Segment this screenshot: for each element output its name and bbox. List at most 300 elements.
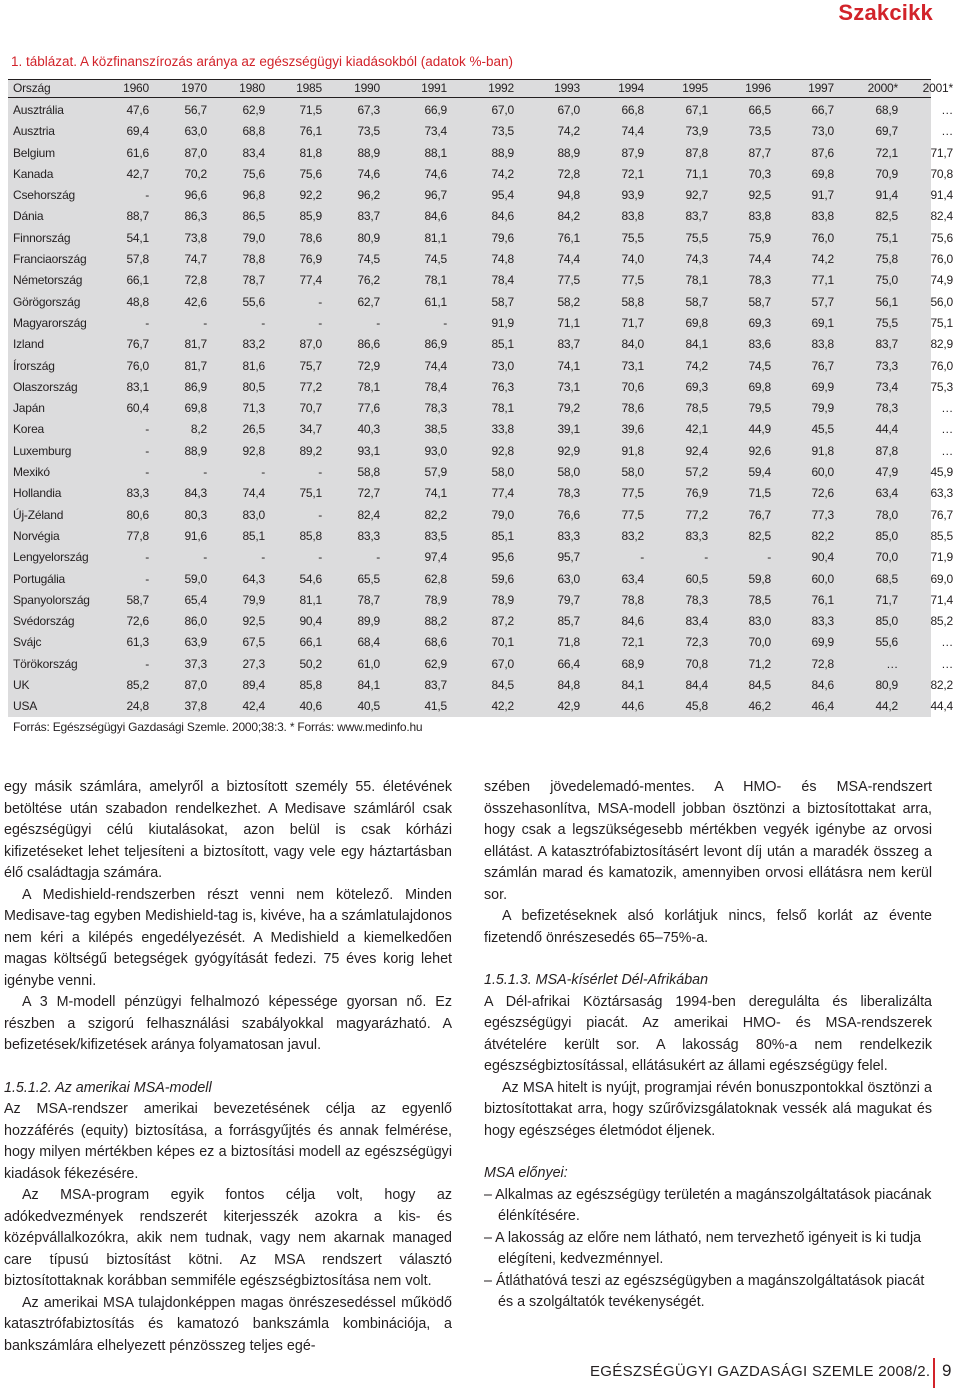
header-year: 1990 xyxy=(354,81,380,95)
row-value: 70,1 xyxy=(491,635,514,650)
row-value: 78,1 xyxy=(424,273,447,288)
row-value: 71,4 xyxy=(930,592,953,607)
row-country: Belgium xyxy=(13,145,55,160)
row-value: 90,4 xyxy=(811,550,834,565)
row-value: 72,3 xyxy=(685,635,708,650)
row-value: 84,6 xyxy=(621,614,644,629)
row-value: - xyxy=(261,465,265,480)
row-value: 74,5 xyxy=(748,358,771,373)
row-value: 85,1 xyxy=(242,528,265,543)
row-value: 83,2 xyxy=(242,337,265,352)
row-value: 93,1 xyxy=(357,443,380,458)
row-value: 72,8 xyxy=(184,273,207,288)
row-value: 42,9 xyxy=(557,699,580,714)
row-value: 62,8 xyxy=(424,571,447,586)
row-value: - xyxy=(318,550,322,565)
row-value: 57,9 xyxy=(424,465,447,480)
row-value: 74,0 xyxy=(621,252,644,267)
header-year: 1994 xyxy=(618,81,644,95)
row-value: - xyxy=(261,550,265,565)
row-value: 78,3 xyxy=(424,401,447,416)
row-value: 78,1 xyxy=(357,379,380,394)
row-value: 82,4 xyxy=(930,209,953,224)
row-value: 85,8 xyxy=(299,528,322,543)
row-value: 76,9 xyxy=(685,486,708,501)
row-country: Hollandia xyxy=(13,486,62,501)
row-value: 56,0 xyxy=(930,294,953,309)
row-value: 80,6 xyxy=(126,507,149,522)
row-value: 54,1 xyxy=(126,230,149,245)
header-year: 1992 xyxy=(488,81,514,95)
row-value: 56,1 xyxy=(875,294,898,309)
row-value: 77,2 xyxy=(685,507,708,522)
table-row xyxy=(8,547,953,568)
row-value: 83,3 xyxy=(811,614,834,629)
row-country: Luxemburg xyxy=(13,443,72,458)
row-value: 88,9 xyxy=(491,145,514,160)
row-value: 85,0 xyxy=(875,614,898,629)
row-value: 33,8 xyxy=(491,422,514,437)
row-value: 84,4 xyxy=(685,678,708,693)
row-value: 73,9 xyxy=(685,124,708,139)
row-value: 92,2 xyxy=(299,188,322,203)
header-year: 1960 xyxy=(123,81,149,95)
row-value: 87,8 xyxy=(685,145,708,160)
row-value: 56,7 xyxy=(184,103,207,117)
row-value: 87,2 xyxy=(491,614,514,629)
row-value: 40,6 xyxy=(299,699,322,714)
row-value: 73,0 xyxy=(811,124,834,139)
row-value: 69,3 xyxy=(685,379,708,394)
row-value: 82,2 xyxy=(424,507,447,522)
row-value: … xyxy=(941,103,953,117)
row-value: 67,5 xyxy=(242,635,265,650)
row-value: 78,1 xyxy=(491,401,514,416)
row-value: 76,0 xyxy=(930,358,953,373)
row-value: 76,7 xyxy=(811,358,834,373)
row-value: 92,5 xyxy=(242,614,265,629)
row-value: 74,4 xyxy=(242,486,265,501)
row-value: 64,3 xyxy=(242,571,265,586)
row-value: 81,8 xyxy=(299,145,322,160)
row-value: 76,1 xyxy=(299,124,322,139)
row-value: 71,7 xyxy=(621,315,644,330)
table-row xyxy=(8,164,953,185)
row-value: 76,7 xyxy=(748,507,771,522)
row-value: 70,0 xyxy=(875,550,898,565)
row-value: 83,6 xyxy=(748,337,771,352)
row-value: - xyxy=(145,422,149,437)
row-value: 82,5 xyxy=(875,209,898,224)
row-value: 76,2 xyxy=(357,273,380,288)
row-value: - xyxy=(145,188,149,203)
row-value: 58,0 xyxy=(621,465,644,480)
row-value: 79,2 xyxy=(557,401,580,416)
header-year: 2001* xyxy=(922,81,953,95)
row-value: 66,1 xyxy=(299,635,322,650)
row-country: Írország xyxy=(13,358,55,373)
row-value: 93,9 xyxy=(621,188,644,203)
table-row xyxy=(8,611,953,632)
row-value: 95,6 xyxy=(491,550,514,565)
row-value: 46,2 xyxy=(748,699,771,714)
row-value: 44,4 xyxy=(875,422,898,437)
table-row xyxy=(8,441,953,462)
row-value: 83,2 xyxy=(621,528,644,543)
row-value: 63,0 xyxy=(184,124,207,139)
row-value: 69,1 xyxy=(811,315,834,330)
row-value: 42,6 xyxy=(184,294,207,309)
header-year: 1997 xyxy=(808,81,834,95)
row-value: 74,4 xyxy=(621,124,644,139)
left-paragraph-4: Az MSA-rendszer amerikai bevezetésének célja az egyenlő hozzáférés (equity) biztosítása, a forrásgyűjtés és annak felmérése, hogy milyen mértékben képes ez a biztosítási modell az egészségügyi kiadások fékezésére. xyxy=(4,1101,452,1182)
row-value: - xyxy=(145,443,149,458)
section-tag: Szakcikk xyxy=(838,0,933,25)
row-value: 80,9 xyxy=(875,678,898,693)
row-value: 75,1 xyxy=(299,486,322,501)
row-value: 76,0 xyxy=(126,358,149,373)
row-value: 87,7 xyxy=(748,145,771,160)
row-value: - xyxy=(203,465,207,480)
row-value: 67,3 xyxy=(357,103,380,117)
row-value: 83,4 xyxy=(685,614,708,629)
row-value: 69,8 xyxy=(184,401,207,416)
row-country: Svájc xyxy=(13,635,42,650)
row-value: - xyxy=(145,656,149,671)
header-year: 1995 xyxy=(682,81,708,95)
row-value: 38,5 xyxy=(424,422,447,437)
row-value: 75,6 xyxy=(299,166,322,181)
row-value: 59,0 xyxy=(184,571,207,586)
row-value: 83,0 xyxy=(748,614,771,629)
row-value: 77,5 xyxy=(621,507,644,522)
row-value: 71,2 xyxy=(748,656,771,671)
row-value: 88,1 xyxy=(424,145,447,160)
advantage-item: – Átláthatóvá teszi az egészségügyben a magánszolgáltatások piacát és a szolgáltatók tevékenységét. xyxy=(484,1272,925,1310)
table-row xyxy=(8,206,953,227)
row-country: Magyarország xyxy=(13,315,87,330)
row-value: 79,7 xyxy=(557,592,580,607)
row-value: 57,2 xyxy=(685,465,708,480)
row-value: 82,9 xyxy=(930,337,953,352)
row-value: - xyxy=(203,550,207,565)
row-value: - xyxy=(203,315,207,330)
row-value: 75,0 xyxy=(875,273,898,288)
row-value: 39,1 xyxy=(557,422,580,437)
row-value: 75,1 xyxy=(875,230,898,245)
row-value: 77,4 xyxy=(299,273,322,288)
row-value: 87,6 xyxy=(811,145,834,160)
row-value: 68,9 xyxy=(621,656,644,671)
table-row xyxy=(8,483,953,504)
row-value: 75,6 xyxy=(930,230,953,245)
row-value: 46,4 xyxy=(811,699,834,714)
row-value: - xyxy=(767,550,771,565)
row-value: 68,6 xyxy=(424,635,447,650)
row-value: 77,8 xyxy=(126,528,149,543)
row-value: 42,2 xyxy=(491,699,514,714)
row-value: 71,9 xyxy=(930,550,953,565)
row-country: Svédország xyxy=(13,614,75,629)
row-value: 79,0 xyxy=(242,230,265,245)
row-value: - xyxy=(145,550,149,565)
row-value: 86,9 xyxy=(424,337,447,352)
table-row xyxy=(8,398,953,419)
row-country: Spanyolország xyxy=(13,592,90,607)
row-value: 85,0 xyxy=(875,528,898,543)
row-value: 92,9 xyxy=(557,443,580,458)
row-value: 45,8 xyxy=(685,699,708,714)
row-country: Portugália xyxy=(13,571,66,586)
row-value: 63,4 xyxy=(621,571,644,586)
left-paragraph-2: A Medishield-rendszerben részt venni nem kötelező. Minden Medisave-tag egyben Medishield-tag is, kivéve, ha a számlatulajdonos nem kéri a kilépés engedélyezését. A Medishield a kiemelkedően magas költségű betegségek gyógyítását fedezi. 75 éves korig lehet igénybe venni. xyxy=(4,886,452,989)
right-paragraph-2: A befizetéseknek alsó korlátjuk nincs, felső korlát az évente fizetendő önrészesedés 65–75%-a. xyxy=(484,908,932,946)
row-value: 87,0 xyxy=(184,678,207,693)
row-value: 95,4 xyxy=(491,188,514,203)
page-number: 9 xyxy=(942,1361,952,1380)
row-value: 50,2 xyxy=(299,656,322,671)
row-value: 91,9 xyxy=(491,315,514,330)
table-row xyxy=(8,185,953,206)
row-value: 92,8 xyxy=(491,443,514,458)
row-value: 92,8 xyxy=(242,443,265,458)
row-value: 74,2 xyxy=(491,166,514,181)
row-value: 76,7 xyxy=(930,507,953,522)
row-value: 58,0 xyxy=(491,465,514,480)
row-value: 62,9 xyxy=(424,656,447,671)
row-value: … xyxy=(941,656,953,671)
table-row xyxy=(8,228,953,249)
row-value: 69,7 xyxy=(875,124,898,139)
row-value: 74,2 xyxy=(811,252,834,267)
row-value: 92,4 xyxy=(685,443,708,458)
row-value: 61,3 xyxy=(126,635,149,650)
table-row xyxy=(8,292,953,313)
row-value: 83,7 xyxy=(424,678,447,693)
row-value: 67,0 xyxy=(557,103,580,117)
row-country: Törökország xyxy=(13,656,78,671)
table-row xyxy=(8,569,953,590)
row-value: 86,6 xyxy=(357,337,380,352)
row-value: 74,4 xyxy=(424,358,447,373)
row-value: 58,7 xyxy=(685,294,708,309)
row-value: 72,1 xyxy=(621,635,644,650)
row-value: 78,3 xyxy=(685,592,708,607)
row-value: - xyxy=(640,550,644,565)
row-value: 78,6 xyxy=(621,401,644,416)
row-value: 74,6 xyxy=(357,166,380,181)
row-country: Korea xyxy=(13,422,45,437)
row-value: 70,7 xyxy=(299,401,322,416)
row-value: 71,1 xyxy=(685,166,708,181)
row-value: 82,4 xyxy=(357,507,380,522)
row-value: 44,4 xyxy=(930,699,953,714)
row-value: 71,8 xyxy=(557,635,580,650)
row-value: 78,0 xyxy=(875,507,898,522)
row-value: 84,0 xyxy=(621,337,644,352)
row-value: 84,1 xyxy=(357,678,380,693)
row-value: 78,9 xyxy=(424,592,447,607)
row-value: 74,9 xyxy=(930,273,953,288)
row-value: 63,9 xyxy=(184,635,207,650)
row-value: 69,8 xyxy=(811,166,834,181)
row-value: 72,8 xyxy=(557,166,580,181)
row-value: 91,4 xyxy=(875,188,898,203)
row-value: 66,5 xyxy=(748,103,771,117)
row-value: 77,6 xyxy=(357,401,380,416)
left-text-column xyxy=(4,777,452,1357)
row-country: Mexikó xyxy=(13,465,50,480)
row-value: 77,2 xyxy=(299,379,322,394)
row-value: 40,3 xyxy=(357,422,380,437)
row-value: - xyxy=(376,550,380,565)
table-row xyxy=(8,505,953,526)
row-value: 73,0 xyxy=(491,358,514,373)
row-value: 74,2 xyxy=(685,358,708,373)
row-value: 74,3 xyxy=(685,252,708,267)
row-value: 83,3 xyxy=(357,528,380,543)
row-value: … xyxy=(886,656,898,671)
row-value: 57,8 xyxy=(126,252,149,267)
row-value: 37,3 xyxy=(184,656,207,671)
row-country: Lengyelország xyxy=(13,550,89,565)
left-paragraph-5: Az MSA-program egyik fontos célja volt, hogy az adókedvezmények rendszerét kiterjesszék azokra a kis- és középvállalkozókra, akik nem tudnak, vagy nem akarnak managed care típusú biztosítást kötni. Az MSA rendszert választó biztosítottaknak korábban semmiféle egészségbiztosítása nem volt. xyxy=(4,1187,452,1289)
row-value: 69,8 xyxy=(748,379,771,394)
row-value: 74,5 xyxy=(424,252,447,267)
row-value: 59,8 xyxy=(748,571,771,586)
row-value: 66,9 xyxy=(424,103,447,117)
row-value: 87,8 xyxy=(875,443,898,458)
row-value: … xyxy=(941,422,953,437)
row-value: 60,0 xyxy=(811,571,834,586)
row-value: … xyxy=(941,443,953,458)
row-value: 87,9 xyxy=(621,145,644,160)
row-value: 27,3 xyxy=(242,656,265,671)
row-value: 72,8 xyxy=(811,656,834,671)
row-value: 69,0 xyxy=(930,571,953,586)
row-value: 76,9 xyxy=(299,252,322,267)
row-value: 24,8 xyxy=(126,699,149,714)
row-value: 70,8 xyxy=(930,166,953,181)
table-row xyxy=(8,334,953,355)
row-value: 41,5 xyxy=(424,699,447,714)
table-row xyxy=(8,696,953,717)
row-value: 86,0 xyxy=(184,614,207,629)
row-value: 62,7 xyxy=(357,294,380,309)
row-value: 78,3 xyxy=(875,401,898,416)
row-country: Görögország xyxy=(13,294,81,309)
header-year: 1980 xyxy=(239,81,265,95)
row-value: 70,0 xyxy=(748,635,771,650)
row-value: 78,8 xyxy=(621,592,644,607)
row-country: Ausztrália xyxy=(13,103,64,117)
row-value: 73,3 xyxy=(875,358,898,373)
row-value: 67,1 xyxy=(685,103,708,117)
row-value: 76,0 xyxy=(811,230,834,245)
row-country: Új-Zéland xyxy=(13,507,64,522)
row-value: 85,2 xyxy=(126,678,149,693)
row-value: 72,9 xyxy=(357,358,380,373)
row-value: 88,7 xyxy=(126,209,149,224)
row-value: 82,2 xyxy=(811,528,834,543)
row-value: 75,1 xyxy=(930,315,953,330)
row-value: 70,8 xyxy=(685,656,708,671)
row-value: - xyxy=(704,550,708,565)
row-value: 69,9 xyxy=(811,379,834,394)
table-row xyxy=(8,462,953,483)
header-year: 1996 xyxy=(745,81,771,95)
right-paragraph-4: Az MSA hitelt is nyújt, programjai révén bonuszpontokkal ösztönzi a biztosítottakat arra, hogy szűrővizsgálatoknak vessék alá magukat és hogy egészséges életmódot éljenek. xyxy=(484,1079,932,1139)
row-value: 85,7 xyxy=(557,614,580,629)
row-value: 80,9 xyxy=(357,230,380,245)
row-value: 84,6 xyxy=(811,678,834,693)
row-value: 70,9 xyxy=(875,166,898,181)
advantage-item: – Alkalmas az egészségügy területén a magánszolgáltatások piacának élénkítésére. xyxy=(484,1186,932,1224)
row-value: 73,1 xyxy=(557,379,580,394)
row-value: 76,0 xyxy=(930,252,953,267)
row-country: UK xyxy=(13,678,30,693)
row-value: 73,4 xyxy=(424,124,447,139)
row-value: 72,7 xyxy=(357,486,380,501)
advantages-title: MSA előnyei: xyxy=(484,1165,568,1181)
row-value: 78,6 xyxy=(299,230,322,245)
row-value: 81,1 xyxy=(299,592,322,607)
row-value: 57,7 xyxy=(811,294,834,309)
row-value: 86,9 xyxy=(184,379,207,394)
advantage-item: – A lakosság az előre nem látható, nem tervezhető igényeit is ki tudja elégíteni, kedvezménnyel. xyxy=(484,1229,922,1267)
row-value: - xyxy=(376,315,380,330)
table-row xyxy=(8,377,953,398)
row-value: 55,6 xyxy=(242,294,265,309)
table-row xyxy=(8,590,953,611)
row-value: 74,4 xyxy=(557,252,580,267)
row-value: 69,3 xyxy=(748,315,771,330)
row-value: 70,2 xyxy=(184,166,207,181)
row-value: 58,8 xyxy=(621,294,644,309)
table-row xyxy=(8,249,953,270)
journal-footer: EGÉSZSÉGÜGYI GAZDASÁGI SZEMLE 2008/2. xyxy=(590,1363,931,1380)
row-value: - xyxy=(318,315,322,330)
row-value: 76,3 xyxy=(491,379,514,394)
row-value: 80,3 xyxy=(184,507,207,522)
table-row xyxy=(8,632,953,653)
table-row xyxy=(8,100,953,121)
row-value: 82,2 xyxy=(930,678,953,693)
row-value: 34,7 xyxy=(299,422,322,437)
header-year: 2000* xyxy=(867,81,898,95)
row-value: 83,3 xyxy=(557,528,580,543)
row-value: 75,5 xyxy=(685,230,708,245)
row-value: 84,6 xyxy=(491,209,514,224)
row-value: 58,7 xyxy=(491,294,514,309)
row-value: 83,7 xyxy=(557,337,580,352)
row-value: 76,1 xyxy=(811,592,834,607)
row-value: 58,0 xyxy=(557,465,580,480)
row-value: 89,4 xyxy=(242,678,265,693)
row-value: 85,1 xyxy=(491,337,514,352)
row-country: Franciaország xyxy=(13,252,87,267)
row-value: 39,6 xyxy=(621,422,644,437)
row-value: 44,9 xyxy=(748,422,771,437)
row-value: 83,8 xyxy=(811,337,834,352)
row-value: 44,2 xyxy=(875,699,898,714)
row-value: … xyxy=(941,635,953,650)
row-value: 66,7 xyxy=(811,103,834,117)
row-value: 75,5 xyxy=(621,230,644,245)
row-value: 42,7 xyxy=(126,166,149,181)
row-value: 86,5 xyxy=(242,209,265,224)
row-value: - xyxy=(145,465,149,480)
